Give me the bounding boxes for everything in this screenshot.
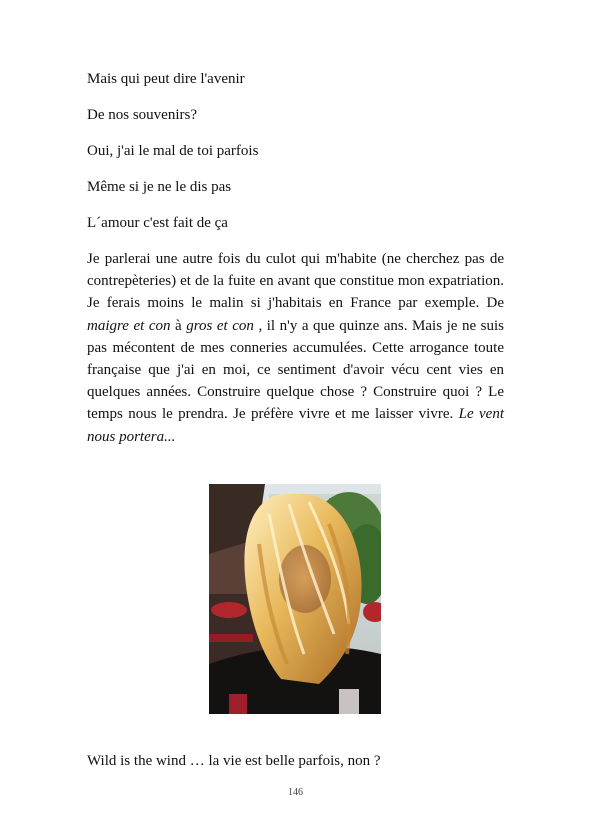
paragraph-text-2: à [170, 317, 187, 334]
page-number: 146 [288, 787, 303, 798]
body-paragraph [87, 248, 504, 448]
poem-line-1: Mais qui peut dire l'avenir [87, 71, 245, 87]
paragraph-text-3: , il n'y a que quinze ans. Mais je ne suis pas mécontent de mes conneries accumulées. Cette arrogance toute française que j'ai en moi, ce sentiment d'avoir vécu cent vies en quelques années. Construire quelque chose ? Construire quoi ? Le temps nous le prendra. Je préfère vivre et me laisser vivre. [87, 317, 504, 423]
poem-line-2: De nos souvenirs? [87, 107, 197, 123]
poem-line-3: Oui, j'ai le mal de toi parfois [87, 143, 259, 159]
paragraph-italic-2: gros et con [186, 317, 254, 334]
poem-line-5: L´amour c'est fait de ça [87, 215, 228, 231]
paragraph-text-1: Je parlerai une autre fois du culot qui m'habite (ne cherchez pas de contrepèteries) et de la fuite en avant que constitue mon expatriation. Je ferais moins le malin si j'habitais en France par exemple. De [87, 251, 504, 312]
paragraph-italic-3: Le vent nous portera... [87, 406, 504, 445]
photo-caption: Wild is the wind … la vie est belle parfois, non ? [87, 753, 381, 769]
photo-woman-blonde-hair [209, 484, 381, 714]
paragraph-italic-1: maigre et con [87, 317, 171, 334]
poem-line-4: Même si je ne le dis pas [87, 179, 232, 195]
